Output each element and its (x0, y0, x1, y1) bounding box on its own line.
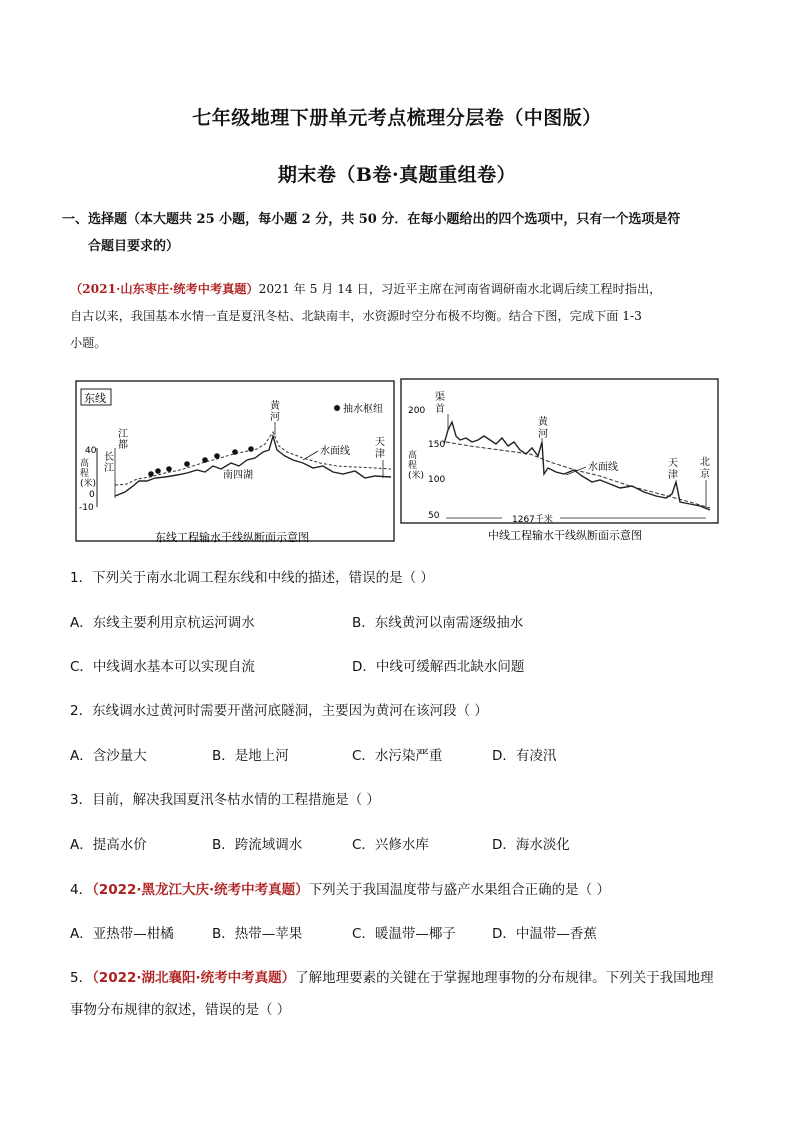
east-label-yellow-river-1: 黄 (270, 401, 280, 412)
question-2-stem: 2．东线调水过黄河时需要开凿河底隧洞，主要因为黄河在该河段（ ） (70, 703, 488, 719)
middle-label-tianjin-1: 天 (668, 458, 678, 469)
pump-station-legend-icon (334, 405, 340, 411)
q2-option-d[interactable]: D．有凌汛 (492, 748, 557, 764)
label-changjiang-2: 江 (104, 463, 114, 474)
east-box-label: 东线 (84, 392, 106, 405)
q4-option-c[interactable]: C．暖温带—椰子 (352, 926, 456, 942)
label-jiangdu-2: 都 (118, 440, 128, 451)
q3-option-a[interactable]: A．提高水价 (70, 837, 147, 853)
question-4-stem (70, 878, 610, 898)
middle-tick-150: 150 (428, 440, 446, 450)
east-label-tianjin-2: 津 (375, 449, 385, 460)
q2-option-c[interactable]: C．水污染严重 (352, 748, 443, 764)
svg-text:高: 高 (80, 459, 90, 469)
east-figure-caption: 东线工程输水干线纵断面示意图 (155, 531, 309, 544)
middle-label-water-surface: 水面线 (588, 462, 618, 473)
intro-line2: 自古以来，我国基本水情一直是夏汛冬枯、北缺南丰，水资源时空分布极不均衡。结合下图，完成下面 1-3 (70, 309, 642, 323)
source-tag: （2021·山东枣庄·统考中考真题） (70, 282, 259, 296)
middle-tick-100: 100 (428, 475, 446, 485)
middle-label-beijing-1: 北 (700, 457, 710, 468)
east-tick-0: 0 (89, 490, 95, 500)
east-label-water-surface: 水面线 (320, 446, 350, 457)
q4-option-b[interactable]: B．热带—苹果 (212, 926, 303, 942)
question-1-stem: 1．下列关于南水北调工程东线和中线的描述，错误的是（ ） (70, 570, 434, 586)
q4-source-tag: （2022·黑龙江大庆·统考中考真题） (92, 882, 309, 898)
svg-text:高: 高 (408, 451, 418, 461)
legend-pump-station: 抽水枢纽 (343, 404, 383, 415)
q4-text: 下列关于我国温度带与盛产水果组合正确的是（ ） (308, 882, 610, 898)
q2-option-a[interactable]: A．含沙量大 (70, 748, 147, 764)
svg-text:(米): (米) (80, 479, 97, 489)
section-heading-line1: 一、选择题（本大题共 25 小题，每小题 2 分，共 50 分．在每小题给出的四个选项中，只有一个选项是符 (62, 212, 681, 227)
east-label-tianjin-1: 天 (375, 437, 385, 448)
q2-option-b[interactable]: B．是地上河 (212, 748, 289, 764)
q1-option-d[interactable]: D．中线可缓解西北缺水问题 (352, 659, 525, 675)
label-qushou-1: 渠 (435, 392, 445, 403)
middle-label-yellow-river-2: 河 (538, 429, 548, 440)
east-tick-neg10: -10 (79, 503, 94, 513)
east-label-yellow-river-2: 河 (270, 412, 280, 423)
svg-text:(米): (米) (408, 471, 425, 481)
middle-label-beijing-2: 京 (700, 469, 710, 480)
question-3-stem: 3．目前，解决我国夏汛冬枯水情的工程措施是（ ） (70, 792, 380, 808)
east-tick-40: 40 (85, 446, 97, 456)
q4-number: 4． (70, 882, 93, 898)
question-intro (70, 276, 726, 357)
middle-tick-50: 50 (428, 511, 440, 521)
q3-option-b[interactable]: B．跨流域调水 (212, 837, 303, 853)
middle-route-figure (400, 378, 720, 548)
q5-text: 了解地理要素的关键在于掌握地理事物的分布规律。下列关于我国地理 (295, 970, 714, 986)
middle-tick-200: 200 (408, 406, 426, 416)
question-5-line2: 事物分布规律的叙述，错误的是（ ） (70, 1002, 291, 1018)
middle-figure-caption: 中线工程输水干线纵断面示意图 (488, 529, 642, 542)
document-subtitle: 期末卷（B卷·真题重组卷） (277, 164, 517, 186)
q3-option-d[interactable]: D．海水淡化 (492, 837, 570, 853)
q5-source-tag: （2022·湖北襄阳·统考中考真题） (92, 970, 296, 986)
q5-number: 5． (70, 970, 93, 986)
intro-line1: 2021 年 5 月 14 日，习近平主席在河南省调研南水北调后续工程时指出， (258, 282, 662, 296)
document-title: 七年级地理下册单元考点梳理分层卷（中图版） (192, 107, 602, 129)
middle-label-yellow-river-1: 黄 (538, 417, 548, 428)
q1-option-a[interactable]: A．东线主要利用京杭运河调水 (70, 615, 255, 631)
label-nansihu: 南四湖 (223, 470, 253, 481)
q4-option-d[interactable]: D．中温带—香蕉 (492, 926, 597, 942)
q3-option-c[interactable]: C．兴修水库 (352, 837, 429, 853)
section-heading-line2: 合题目要求的） (88, 239, 180, 254)
label-changjiang-1: 长 (104, 452, 114, 463)
svg-text:程: 程 (408, 461, 418, 471)
q1-option-b[interactable]: B．东线黄河以南需逐级抽水 (352, 615, 524, 631)
question-5-stem (70, 966, 714, 986)
middle-label-tianjin-2: 津 (668, 470, 678, 481)
label-qushou-2: 首 (435, 404, 445, 415)
intro-line3: 小题。 (70, 336, 107, 350)
section-heading (62, 206, 742, 260)
east-route-figure (75, 380, 395, 550)
svg-text:程: 程 (80, 469, 90, 479)
label-jiangdu-1: 江 (118, 429, 128, 440)
middle-distance-label: 1267千米 (512, 515, 553, 525)
q4-option-a[interactable]: A．亚热带—柑橘 (70, 926, 174, 942)
q1-option-c[interactable]: C．中线调水基本可以实现自流 (70, 659, 255, 675)
